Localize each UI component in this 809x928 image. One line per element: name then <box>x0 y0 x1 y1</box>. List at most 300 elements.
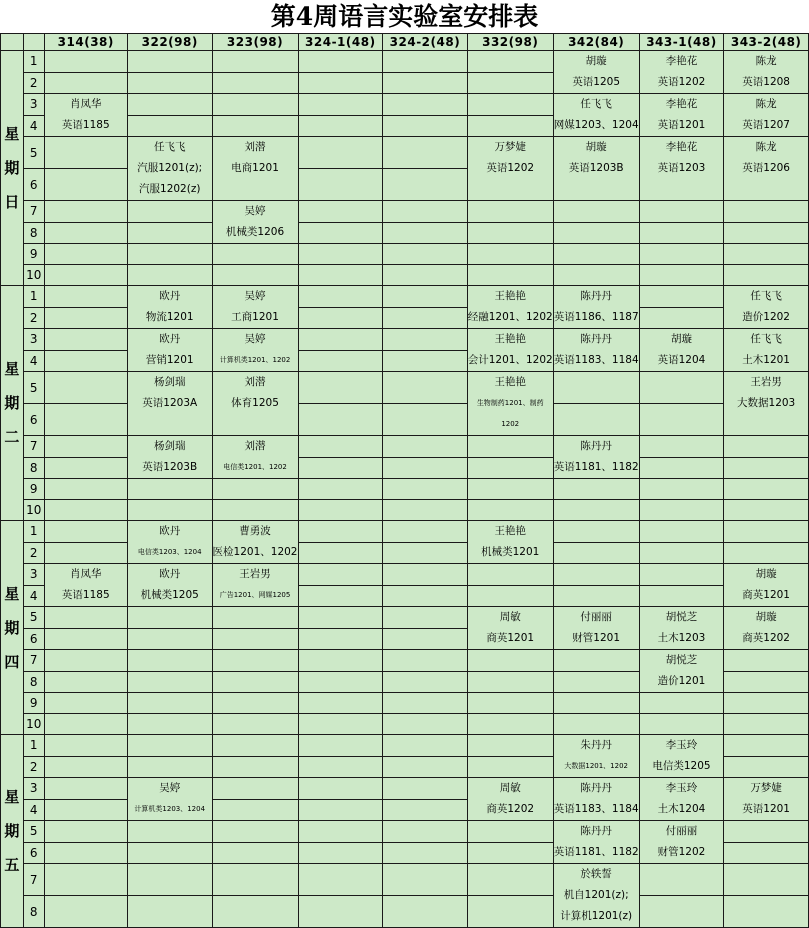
schedule-entry <box>212 137 298 201</box>
empty-slot <box>724 244 809 265</box>
class-name: 土木1201 <box>742 354 790 366</box>
period-number: 2 <box>23 756 44 778</box>
teacher-name: 王岩男 <box>239 568 271 580</box>
class-name: 英语1207 <box>742 119 790 131</box>
empty-slot <box>212 842 298 864</box>
schedule-row <box>1 222 809 244</box>
empty-slot <box>724 265 809 286</box>
teacher-name: 肖凤华 <box>70 568 102 580</box>
empty-slot <box>127 72 212 94</box>
schedule-row <box>1 94 809 116</box>
empty-slot <box>127 735 212 757</box>
schedule-entry <box>553 329 639 372</box>
empty-slot <box>44 628 127 650</box>
schedule-row <box>1 372 809 404</box>
empty-slot <box>383 286 468 308</box>
empty-slot <box>212 51 298 73</box>
empty-slot <box>639 564 724 586</box>
teacher-name: 胡璇 <box>585 55 607 67</box>
schedule-entry <box>212 521 298 564</box>
class-name: 英语1202 <box>486 162 535 174</box>
empty-slot <box>298 72 383 94</box>
empty-slot <box>298 564 383 586</box>
empty-slot <box>383 864 468 896</box>
schedule-entry <box>724 286 809 329</box>
empty-slot <box>639 307 724 329</box>
empty-slot <box>212 671 298 693</box>
empty-slot <box>298 714 383 735</box>
empty-slot <box>553 671 639 693</box>
period-number: 6 <box>23 628 44 650</box>
period-number: 10 <box>23 500 44 521</box>
teacher-name: 万梦婕 <box>494 141 526 153</box>
class-name: 机械类1206 <box>225 226 285 238</box>
class-name: 电商1201 <box>231 162 279 174</box>
empty-slot <box>553 500 639 521</box>
class-name: 汽服1201(z); <box>137 162 203 174</box>
empty-slot <box>298 864 383 896</box>
empty-slot <box>467 671 553 693</box>
empty-slot <box>383 201 468 223</box>
teacher-name: 周敏 <box>499 611 521 623</box>
empty-slot <box>212 650 298 672</box>
period-number: 7 <box>23 650 44 672</box>
schedule-entry <box>127 137 212 201</box>
schedule-entry <box>127 286 212 329</box>
empty-slot <box>383 778 468 800</box>
schedule-entry <box>639 51 724 94</box>
empty-slot <box>127 115 212 137</box>
empty-slot <box>44 842 127 864</box>
schedule-entry <box>212 329 298 372</box>
empty-slot <box>298 735 383 757</box>
teacher-name: 陈丹丹 <box>580 782 612 794</box>
empty-slot <box>383 329 468 351</box>
empty-slot <box>127 842 212 864</box>
empty-slot <box>383 265 468 286</box>
schedule-entry <box>127 778 212 821</box>
schedule-row <box>1 650 809 672</box>
teacher-name: 王岩男 <box>750 376 782 388</box>
period-number: 3 <box>23 94 44 116</box>
schedule-entry <box>553 137 639 201</box>
empty-slot <box>467 94 553 116</box>
class-name: 商英1201 <box>486 632 535 644</box>
empty-slot <box>212 115 298 137</box>
class-name: 英语1185 <box>61 589 110 601</box>
empty-slot <box>127 693 212 714</box>
teacher-name: 曹勇波 <box>239 525 271 537</box>
period-number: 9 <box>23 693 44 714</box>
schedule-entry <box>467 137 553 201</box>
period-number: 8 <box>23 457 44 479</box>
empty-slot <box>298 542 383 564</box>
empty-slot <box>553 693 639 714</box>
schedule-entry <box>724 778 809 821</box>
class-name: 财管1202 <box>657 846 706 858</box>
empty-slot <box>383 404 468 436</box>
schedule-entry <box>127 521 212 564</box>
class-name: 英语1201 <box>657 119 706 131</box>
teacher-name: 欧丹 <box>159 525 181 537</box>
teacher-name: 欧丹 <box>159 568 181 580</box>
teacher-name: 陈丹丹 <box>580 290 612 302</box>
schedule-entry <box>724 137 809 201</box>
schedule-entry <box>467 286 553 329</box>
empty-slot <box>553 521 639 543</box>
teacher-name: 刘潜 <box>244 376 266 388</box>
empty-slot <box>212 799 298 821</box>
schedule-entry <box>724 94 809 137</box>
empty-slot <box>298 607 383 629</box>
room-header: 322(98) <box>127 34 212 51</box>
teacher-name: 李玉玲 <box>665 739 698 751</box>
empty-slot <box>383 436 468 458</box>
empty-slot <box>298 778 383 800</box>
empty-slot <box>383 521 468 543</box>
empty-slot <box>553 564 639 586</box>
empty-slot <box>44 821 127 843</box>
class-name: 英语1185 <box>61 119 110 131</box>
empty-slot <box>383 799 468 821</box>
empty-slot <box>639 896 724 928</box>
empty-slot <box>212 778 298 800</box>
room-header: 343-2(48) <box>724 34 809 51</box>
schedule-entry <box>127 564 212 607</box>
class-name: 商英1202 <box>486 803 535 815</box>
schedule-entry <box>724 329 809 372</box>
empty-slot <box>44 521 127 543</box>
empty-slot <box>383 628 468 650</box>
empty-slot <box>467 72 553 94</box>
empty-slot <box>127 650 212 672</box>
schedule-row <box>1 137 809 169</box>
empty-slot <box>467 436 553 458</box>
empty-slot <box>127 714 212 735</box>
teacher-name: 陈龙 <box>755 55 777 67</box>
empty-slot <box>383 115 468 137</box>
empty-slot <box>383 735 468 757</box>
empty-slot <box>467 896 553 928</box>
schedule-row <box>1 265 809 286</box>
schedule-row <box>1 564 809 586</box>
class-name: 营销1201 <box>145 354 194 366</box>
empty-slot <box>298 307 383 329</box>
schedule-row <box>1 329 809 351</box>
schedule-entry <box>212 286 298 329</box>
schedule-entry <box>639 778 724 821</box>
class-name: 会计1201、1202 <box>467 354 553 366</box>
empty-slot <box>467 479 553 500</box>
empty-slot <box>467 222 553 244</box>
empty-slot <box>127 628 212 650</box>
schedule-entry <box>467 372 553 436</box>
schedule-entry <box>212 436 298 479</box>
empty-slot <box>212 607 298 629</box>
header-row <box>1 34 809 51</box>
empty-slot <box>724 479 809 500</box>
schedule-entry <box>724 372 809 436</box>
class-name: 电信类1203、1204 <box>137 548 202 556</box>
empty-slot <box>383 350 468 372</box>
teacher-name: 朱丹丹 <box>580 739 612 751</box>
empty-slot <box>383 500 468 521</box>
schedule-entry <box>639 607 724 650</box>
teacher-name: 胡悦芝 <box>665 611 698 623</box>
schedule-row <box>1 457 809 479</box>
empty-slot <box>553 542 639 564</box>
schedule-entry <box>553 821 639 864</box>
class-name: 体育1205 <box>231 397 279 409</box>
empty-slot <box>467 51 553 73</box>
empty-slot <box>383 896 468 928</box>
empty-slot <box>298 756 383 778</box>
teacher-name: 胡璇 <box>755 568 777 580</box>
empty-slot <box>383 94 468 116</box>
empty-slot <box>127 201 212 223</box>
empty-slot <box>298 286 383 308</box>
class-name: 土木1203 <box>657 632 706 644</box>
schedule-entry <box>127 329 212 372</box>
empty-slot <box>298 821 383 843</box>
empty-slot <box>553 244 639 265</box>
empty-slot <box>127 265 212 286</box>
schedule-entry <box>467 607 553 650</box>
empty-slot <box>724 222 809 244</box>
period-number: 6 <box>23 169 44 201</box>
empty-slot <box>467 842 553 864</box>
empty-slot <box>467 650 553 672</box>
room-header: 343-1(48) <box>639 34 724 51</box>
class-name: 英语1203A <box>142 397 198 409</box>
empty-slot <box>44 222 127 244</box>
class-name: 计算机类1201、1202 <box>219 356 291 364</box>
schedule-entry <box>724 564 809 607</box>
empty-slot <box>467 821 553 843</box>
teacher-name: 陈龙 <box>755 98 777 110</box>
empty-slot <box>553 479 639 500</box>
day-label: 星期五 <box>1 735 24 928</box>
empty-slot <box>298 671 383 693</box>
teacher-name: 陈丹丹 <box>580 825 612 837</box>
schedule-entry <box>553 778 639 821</box>
teacher-name: 任飞飞 <box>750 333 782 345</box>
schedule-entry <box>553 286 639 329</box>
schedule-entry <box>127 372 212 436</box>
empty-slot <box>212 756 298 778</box>
schedule-row <box>1 778 809 800</box>
class-name-continued: 计算机1201(z) <box>560 910 633 922</box>
empty-slot <box>212 72 298 94</box>
empty-slot <box>44 72 127 94</box>
empty-slot <box>553 201 639 223</box>
teacher-name: 陈丹丹 <box>580 333 612 345</box>
empty-slot <box>724 735 809 757</box>
empty-slot <box>639 864 724 896</box>
teacher-name: 欧丹 <box>159 333 181 345</box>
empty-slot <box>383 821 468 843</box>
empty-slot <box>298 628 383 650</box>
schedule-entry <box>127 436 212 479</box>
room-header: 314(38) <box>44 34 127 51</box>
empty-slot <box>44 607 127 629</box>
teacher-name: 吴婷 <box>244 333 266 345</box>
teacher-name: 陈龙 <box>755 141 777 153</box>
schedule-entry <box>212 372 298 436</box>
empty-slot <box>467 564 553 586</box>
class-name: 英语1206 <box>742 162 790 174</box>
class-name: 英语1183、1184 <box>553 803 639 815</box>
class-name: 英语1186、1187 <box>553 311 639 323</box>
empty-slot <box>44 693 127 714</box>
period-number: 7 <box>23 864 44 896</box>
class-name: 英语1202 <box>657 76 706 88</box>
empty-slot <box>127 51 212 73</box>
teacher-name: 於轶誓 <box>580 868 612 880</box>
empty-slot <box>44 650 127 672</box>
class-name: 英语1203 <box>657 162 706 174</box>
schedule-entry <box>639 735 724 778</box>
empty-slot <box>383 222 468 244</box>
schedule-entry <box>553 607 639 650</box>
empty-slot <box>467 693 553 714</box>
empty-slot <box>639 714 724 735</box>
teacher-name: 胡璇 <box>585 141 607 153</box>
empty-slot <box>127 671 212 693</box>
class-name: 英语1203B <box>142 461 198 473</box>
empty-slot <box>383 72 468 94</box>
class-name: 英语1208 <box>742 76 790 88</box>
empty-slot <box>44 137 127 169</box>
empty-slot <box>212 265 298 286</box>
schedule-entry <box>639 650 724 693</box>
empty-slot <box>467 244 553 265</box>
empty-slot <box>383 585 468 607</box>
empty-slot <box>298 404 383 436</box>
room-header: 332(98) <box>467 34 553 51</box>
class-name: 广告1201、网媒1205 <box>219 591 291 599</box>
schedule-entry <box>212 201 298 244</box>
empty-slot <box>212 500 298 521</box>
teacher-name: 任飞飞 <box>153 141 186 153</box>
room-header: 323(98) <box>212 34 298 51</box>
empty-slot <box>127 479 212 500</box>
empty-slot <box>383 607 468 629</box>
empty-slot <box>44 457 127 479</box>
class-name: 英语1204 <box>657 354 706 366</box>
teacher-name: 王艳艳 <box>494 290 526 302</box>
class-name: 英语1183、1184 <box>553 354 639 366</box>
class-name: 造价1201 <box>657 675 706 687</box>
teacher-name: 吴婷 <box>244 205 266 217</box>
empty-slot <box>298 372 383 404</box>
empty-slot <box>724 896 809 928</box>
period-number: 2 <box>23 307 44 329</box>
class-name: 机械类1205 <box>140 589 199 601</box>
period-number: 8 <box>23 671 44 693</box>
period-number: 3 <box>23 778 44 800</box>
empty-slot <box>724 821 809 843</box>
teacher-name: 李艳花 <box>665 98 698 110</box>
empty-slot <box>383 137 468 169</box>
empty-slot <box>298 329 383 351</box>
empty-slot <box>298 650 383 672</box>
teacher-name: 任飞飞 <box>580 98 612 110</box>
empty-slot <box>298 479 383 500</box>
empty-slot <box>383 244 468 265</box>
empty-slot <box>553 585 639 607</box>
empty-slot <box>44 350 127 372</box>
schedule-row <box>1 500 809 521</box>
schedule-entry <box>724 51 809 94</box>
period-number: 9 <box>23 244 44 265</box>
teacher-name: 李艳花 <box>665 55 698 67</box>
empty-slot <box>127 607 212 629</box>
schedule-entry <box>724 607 809 650</box>
empty-slot <box>298 436 383 458</box>
empty-slot <box>212 864 298 896</box>
empty-slot <box>724 521 809 543</box>
period-number: 6 <box>23 842 44 864</box>
teacher-name: 胡璇 <box>755 611 777 623</box>
empty-slot <box>212 896 298 928</box>
empty-slot <box>724 650 809 672</box>
empty-slot <box>383 542 468 564</box>
empty-slot <box>127 864 212 896</box>
class-name: 英语1201 <box>742 803 790 815</box>
class-name: 经融1201、1202 <box>467 311 553 323</box>
schedule-entry <box>639 137 724 201</box>
empty-slot <box>298 842 383 864</box>
teacher-name: 付丽丽 <box>665 825 698 837</box>
empty-slot <box>212 714 298 735</box>
empty-slot <box>467 265 553 286</box>
empty-slot <box>298 169 383 201</box>
teacher-name: 付丽丽 <box>580 611 612 623</box>
empty-slot <box>724 714 809 735</box>
empty-slot <box>553 222 639 244</box>
teacher-name: 陈丹丹 <box>580 440 612 452</box>
empty-slot <box>639 457 724 479</box>
teacher-name: 杨剑瑞 <box>153 376 186 388</box>
schedule-row <box>1 479 809 500</box>
empty-slot <box>127 244 212 265</box>
empty-slot <box>44 864 127 896</box>
schedule-row <box>1 693 809 714</box>
empty-slot <box>127 222 212 244</box>
schedule-row <box>1 896 809 928</box>
lab-schedule-table <box>0 33 809 928</box>
teacher-name: 李艳花 <box>665 141 698 153</box>
empty-slot <box>298 265 383 286</box>
day-label: 星期二 <box>1 286 24 521</box>
period-number: 10 <box>23 265 44 286</box>
room-header: 342(84) <box>553 34 639 51</box>
empty-slot <box>212 628 298 650</box>
class-name: 计算机类1203、1204 <box>134 805 206 813</box>
schedule-row <box>1 51 809 73</box>
empty-slot <box>44 735 127 757</box>
empty-slot <box>383 51 468 73</box>
empty-slot <box>44 436 127 458</box>
schedule-row <box>1 821 809 843</box>
schedule-entry <box>467 778 553 821</box>
schedule-row <box>1 201 809 223</box>
class-name: 电信类1205 <box>652 760 711 772</box>
empty-slot <box>383 650 468 672</box>
schedule-row <box>1 436 809 458</box>
empty-slot <box>44 372 127 404</box>
